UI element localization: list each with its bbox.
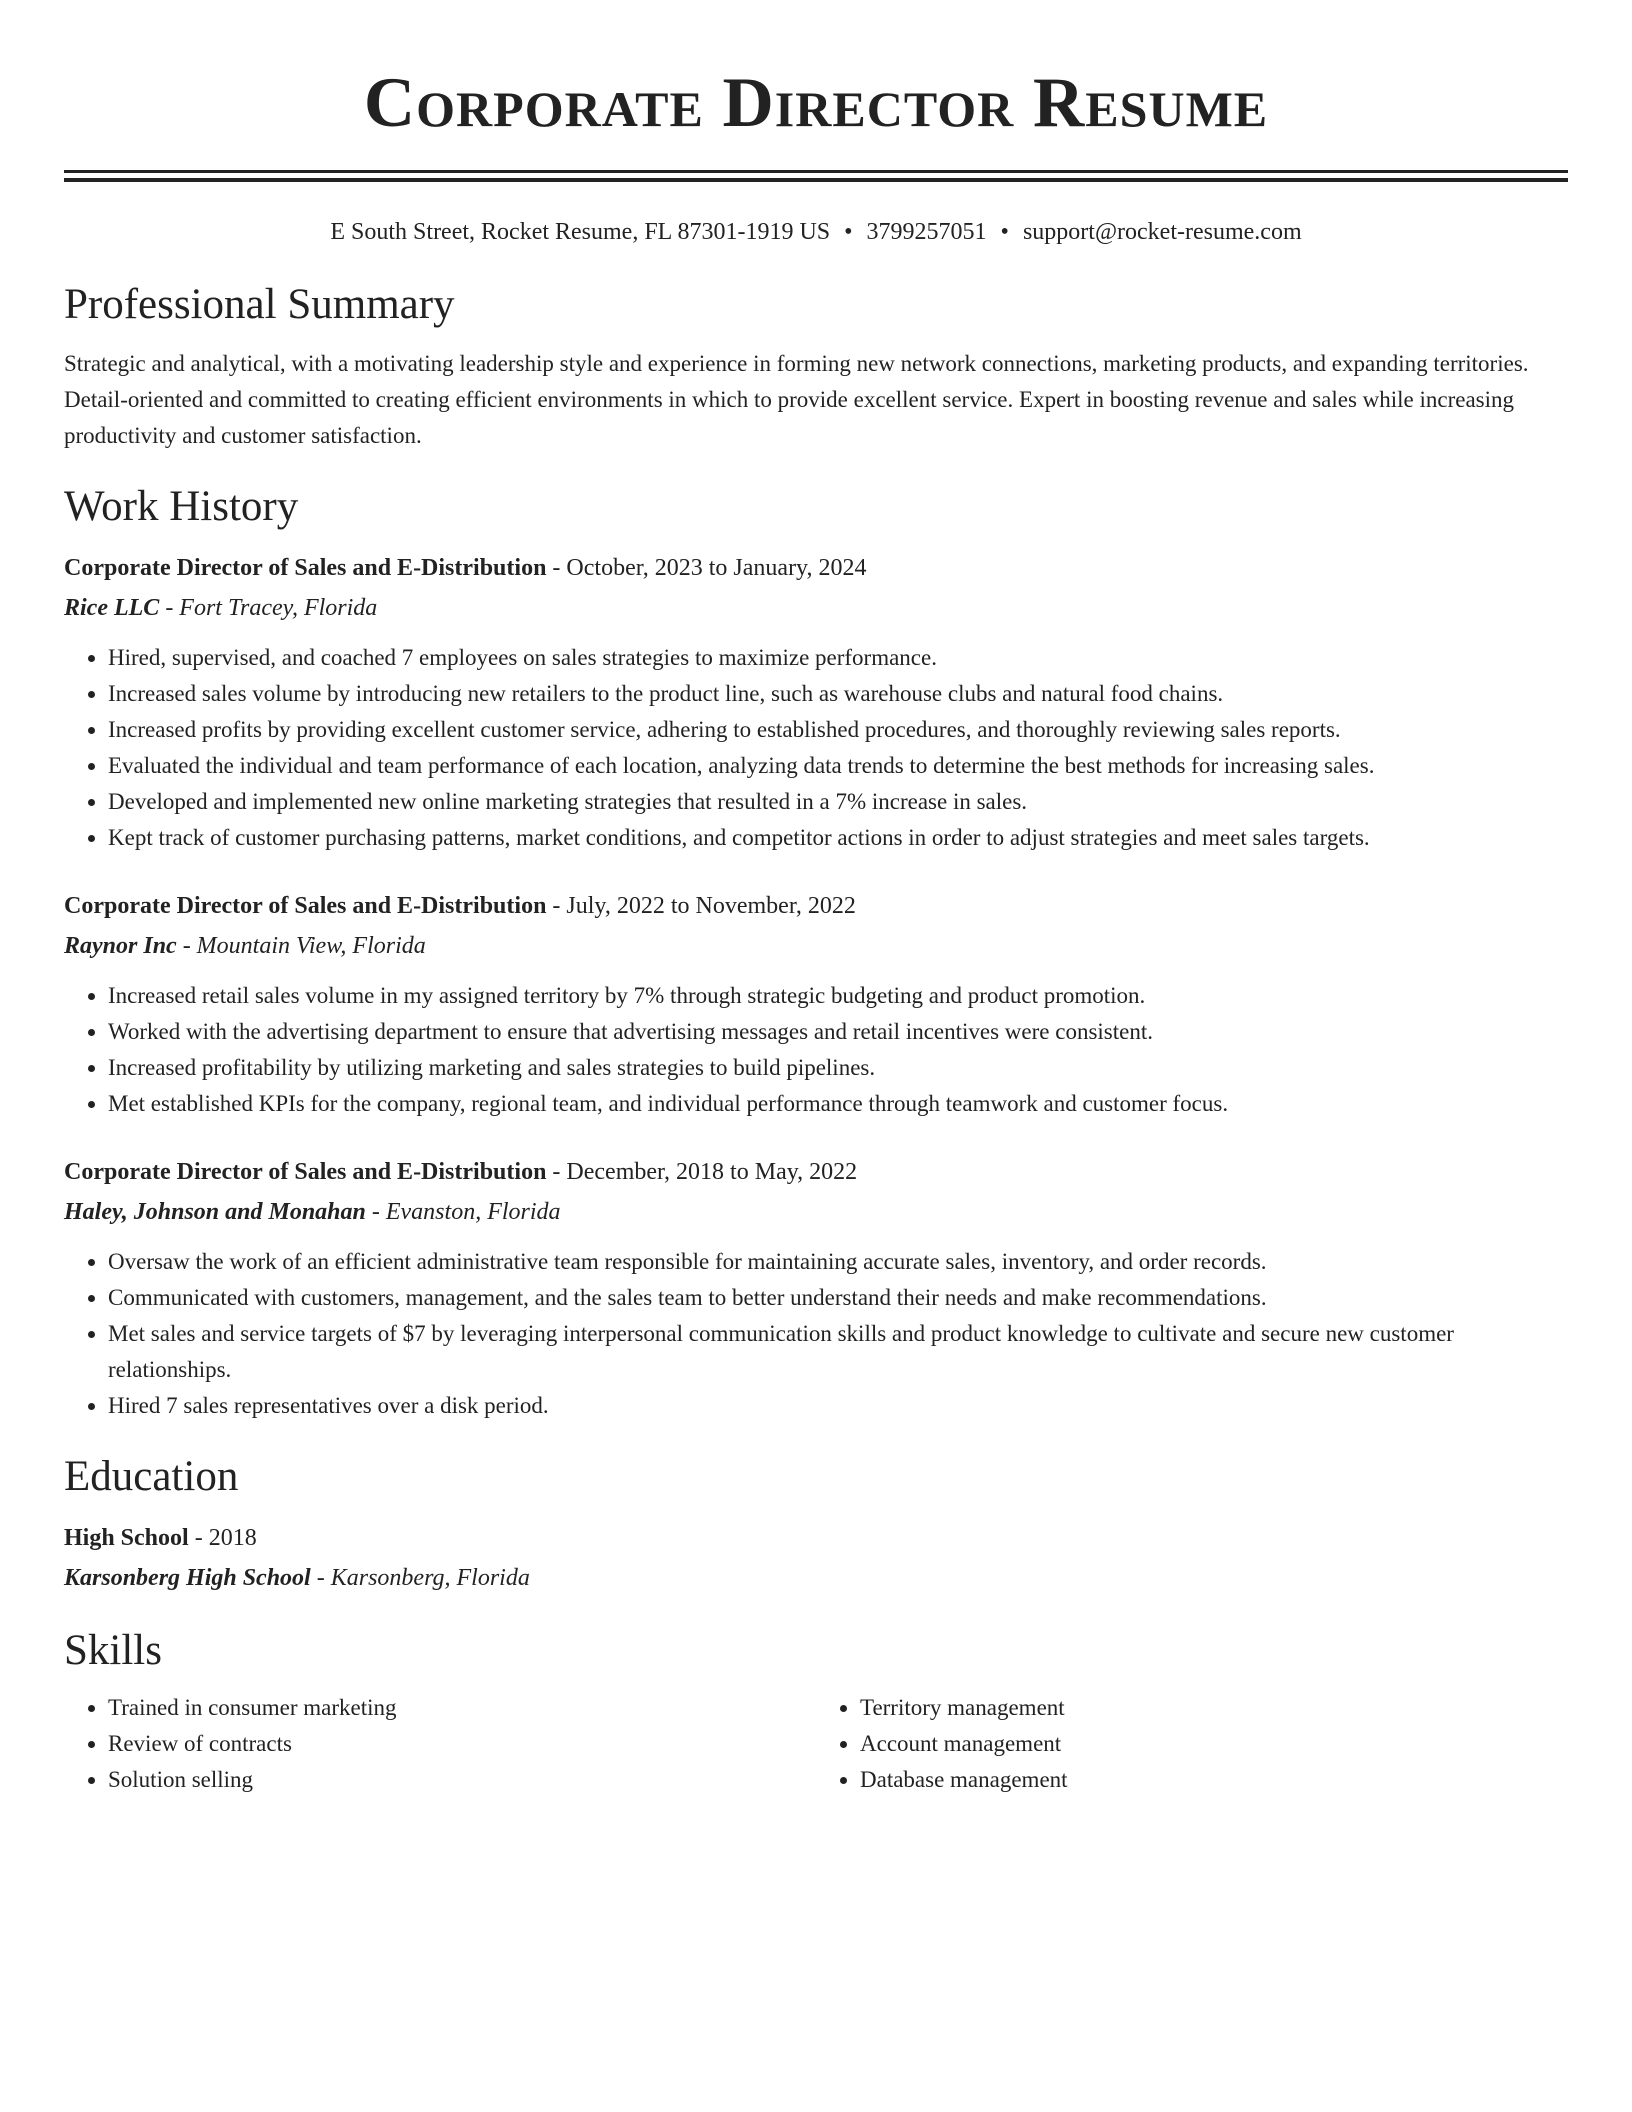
job-location: - Fort Tracey, Florida (159, 595, 378, 621)
skill-item: • Trained in consumer marketing (108, 1690, 816, 1726)
job-dates: - October, 2023 to January, 2024 (546, 555, 867, 581)
job-bullet: • Increased retail sales volume in my assigned territory by 7% through strategic budgeting and product promotion. (108, 978, 1568, 1014)
job-location: - Mountain View, Florida (176, 933, 426, 959)
job-entry (64, 1154, 1568, 1424)
job-entry (64, 888, 1568, 1122)
job-bullet: • Met established KPIs for the company, regional team, and individual performance through teamwork and customer focus. (108, 1086, 1568, 1122)
job-role: Corporate Director of Sales and E-Distribution (64, 555, 547, 581)
job-dates: - December, 2018 to May, 2022 (546, 1159, 858, 1185)
job-bullet: • Communicated with customers, management, and the sales team to better understand their needs and make recommendations. (108, 1280, 1568, 1316)
skills-column-left (64, 1690, 816, 1798)
job-bullets (64, 640, 1568, 856)
summary-text: Strategic and analytical, with a motivating leadership style and experience in forming new network connections, marketing products, and expanding territories. Detail-oriented and committed to creating efficient environments in which to provide excellent service. Expert in boosting revenue and sales while increasing productivity and customer satisfaction. (64, 351, 1529, 448)
job-bullet: • Increased profits by providing excellent customer service, adhering to established procedures, and thoroughly reviewing sales reports. (108, 712, 1568, 748)
job-dates: - July, 2022 to November, 2022 (546, 893, 856, 919)
education-school-line (64, 1560, 1568, 1596)
job-bullet: • Increased sales volume by introducing new retailers to the product line, such as warehouse clubs and natural food chains. (108, 676, 1568, 712)
job-bullet: • Hired 7 sales representatives over a disk period. (108, 1388, 1568, 1424)
job-bullets (64, 978, 1568, 1122)
job-role: Corporate Director of Sales and E-Distribution (64, 1159, 547, 1185)
job-bullet: • Met sales and service targets of $7 by leveraging interpersonal communication skills and product knowledge to cultivate and secure new customer relationships. (108, 1316, 1568, 1388)
summary-heading: Professional Summary (64, 281, 455, 328)
title-divider (64, 170, 1568, 182)
job-company-line (64, 1194, 1568, 1230)
skill-item: • Account management (860, 1726, 1568, 1762)
skills-heading: Skills (64, 1627, 162, 1674)
job-bullets (64, 1244, 1568, 1424)
contact-email: support@rocket-resume.com (1022, 219, 1302, 245)
job-company-line (64, 590, 1568, 626)
skill-item: • Territory management (860, 1690, 1568, 1726)
job-role: Corporate Director of Sales and E-Distribution (64, 893, 547, 919)
page-title: Corporate Director Resume (363, 64, 1269, 142)
skills-column-right (816, 1690, 1568, 1798)
contact-separator: • (844, 219, 853, 245)
education-degree-line (64, 1520, 1568, 1556)
job-bullet: • Kept track of customer purchasing patterns, market conditions, and competitor actions in order to adjust strategies and meet sales targets. (108, 820, 1568, 856)
education-school: Karsonberg High School (64, 1565, 311, 1591)
job-title-line (64, 888, 1568, 924)
job-bullet: • Oversaw the work of an efficient administrative team responsible for maintaining accurate sales, inventory, and order records. (108, 1244, 1568, 1280)
job-title-line (64, 550, 1568, 586)
contact-separator: • (1000, 219, 1009, 245)
contact-phone: 3799257051 (866, 219, 987, 245)
contact-line (64, 216, 1568, 248)
education-entry (64, 1520, 1568, 1596)
job-company: Rice LLC (64, 595, 160, 621)
education-degree: High School (64, 1525, 189, 1551)
skill-item: • Database management (860, 1762, 1568, 1798)
job-bullet: • Worked with the advertising department to ensure that advertising messages and retail incentives were consistent. (108, 1014, 1568, 1050)
skills-list (64, 1690, 1568, 1798)
job-bullet: • Hired, supervised, and coached 7 employees on sales strategies to maximize performance. (108, 640, 1568, 676)
contact-address: E South Street, Rocket Resume, FL 87301-1919 US (330, 219, 831, 245)
education-heading: Education (64, 1453, 239, 1500)
job-location: - Evanston, Florida (365, 1199, 561, 1225)
job-company-line (64, 928, 1568, 964)
education-location: - Karsonberg, Florida (310, 1565, 530, 1591)
work-history-heading: Work History (64, 483, 299, 530)
job-title-line (64, 1154, 1568, 1190)
education-year: - 2018 (188, 1525, 257, 1551)
job-company: Haley, Johnson and Monahan (64, 1199, 366, 1225)
skill-item: • Solution selling (108, 1762, 816, 1798)
job-company: Raynor Inc (64, 933, 177, 959)
job-bullet: • Increased profitability by utilizing marketing and sales strategies to build pipelines. (108, 1050, 1568, 1086)
job-entry (64, 550, 1568, 856)
job-bullet: • Developed and implemented new online marketing strategies that resulted in a 7% increase in sales. (108, 784, 1568, 820)
skill-item: • Review of contracts (108, 1726, 816, 1762)
job-bullet: • Evaluated the individual and team performance of each location, analyzing data trends to determine the best methods for increasing sales. (108, 748, 1568, 784)
